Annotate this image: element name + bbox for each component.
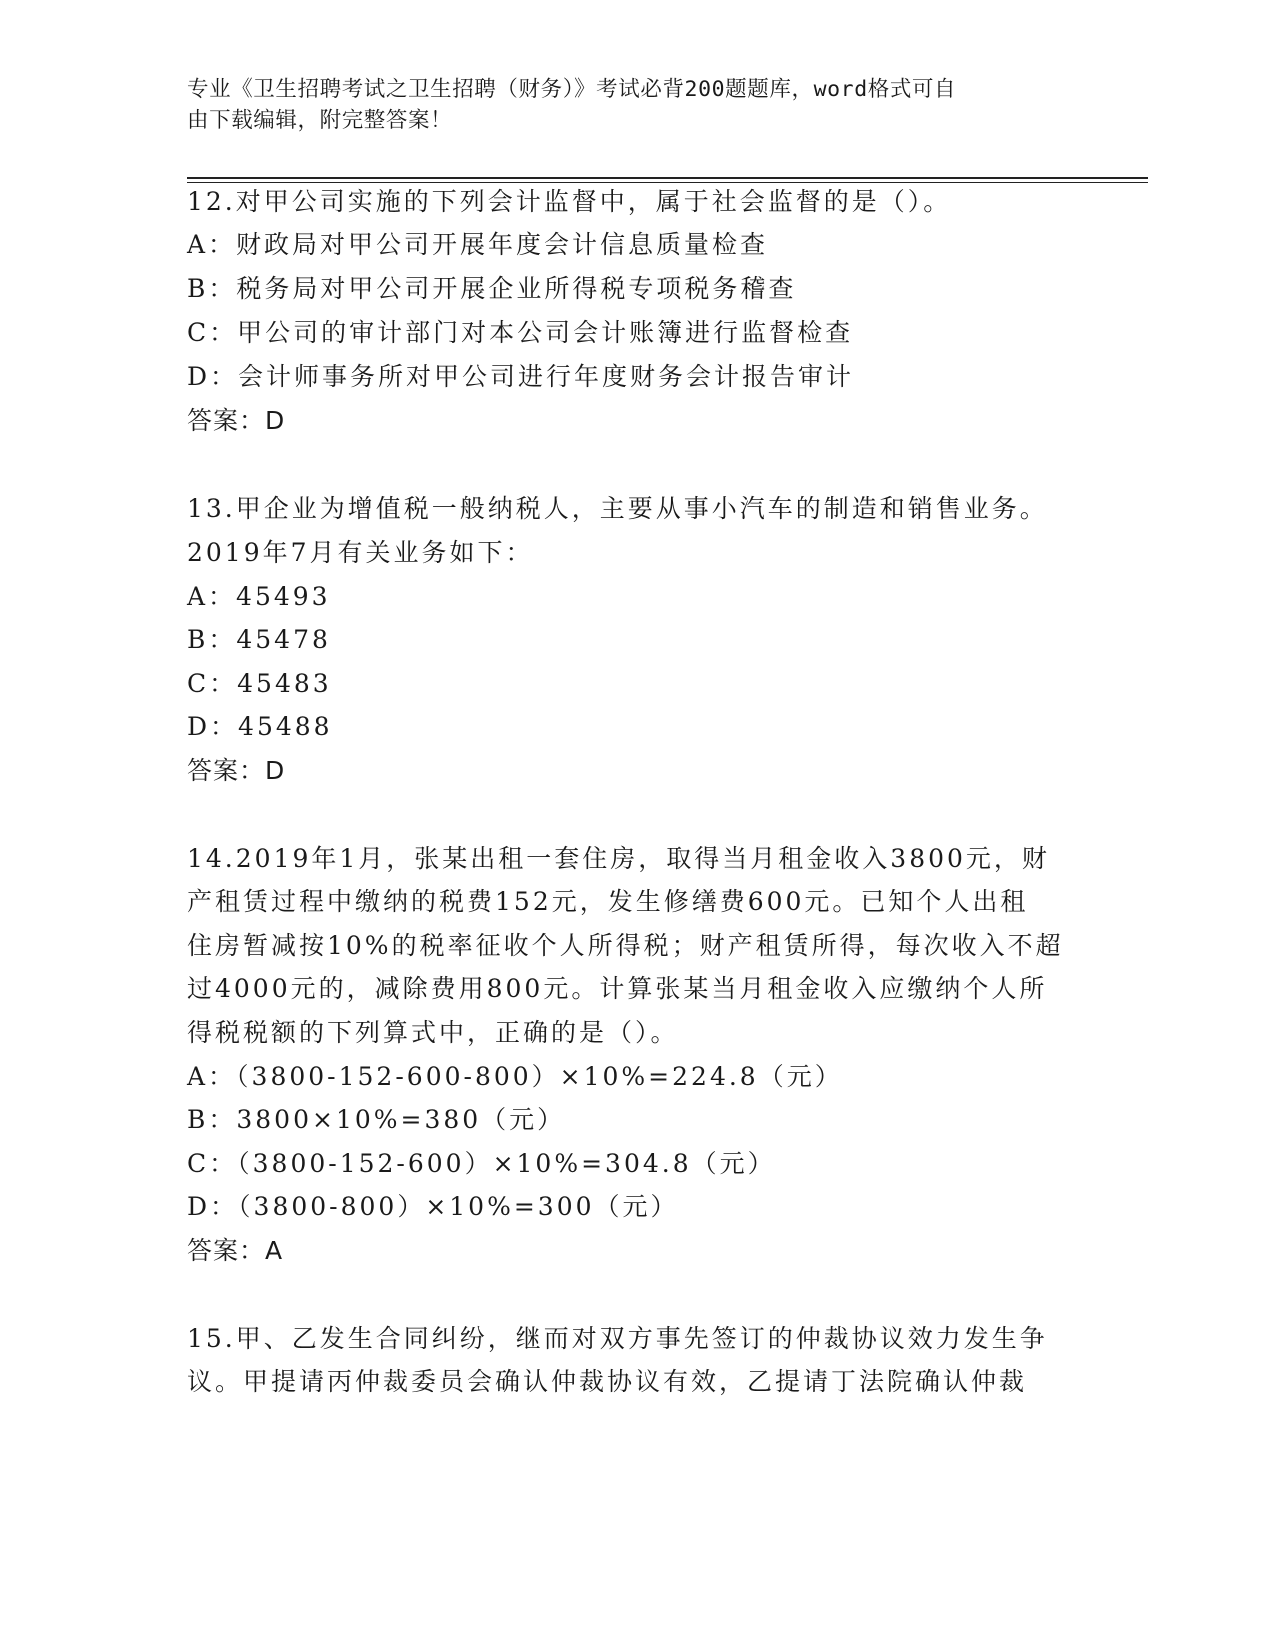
question-13-option-c: C：45483 (187, 669, 332, 698)
question-12-answer: 答案：D (187, 406, 286, 435)
question-13-option-d: D：45488 (187, 712, 333, 741)
question-12-option-a: A：财政局对甲公司开展年度会计信息质量检查 (187, 230, 769, 259)
question-14-stem-line-1: 14.2019年1月，张某出租一套住房，取得当月租金收入3800元，财 (187, 844, 1050, 873)
question-14-option-c: C：（3800-152-600）×10%=304.8（元） (187, 1149, 776, 1178)
question-13-stem-line-2: 2019年7月有关业务如下： (187, 538, 534, 567)
question-12-option-b: B：税务局对甲公司开展企业所得税专项税务稽查 (187, 274, 797, 303)
question-13-option-a: A：45493 (187, 582, 331, 611)
document-header (187, 74, 1067, 136)
question-13-stem-line-1: 13.甲企业为增值税一般纳税人，主要从事小汽车的制造和销售业务。 (187, 494, 1048, 523)
question-12-option-d: D：会计师事务所对甲公司进行年度财务会计报告审计 (187, 362, 855, 391)
question-13-option-b: B：45478 (187, 625, 331, 654)
question-14-option-b: B：3800×10%=380（元） (187, 1105, 566, 1134)
question-14-option-a: A：（3800-152-600-800）×10%=224.8（元） (187, 1062, 843, 1091)
question-15-stem-line-1: 15.甲、乙发生合同纠纷，继而对双方事先签订的仲裁协议效力发生争 (187, 1324, 1048, 1353)
header-line-1: 专业《卫生招聘考试之卫生招聘（财务）》考试必背200题题库，word格式可自 (187, 77, 957, 102)
question-13-answer: 答案：D (187, 756, 286, 785)
question-15-stem-line-2: 议。甲提请丙仲裁委员会确认仲裁协议有效，乙提请丁法院确认仲裁 (187, 1367, 1028, 1396)
question-14-stem-line-3: 住房暂减按10%的税率征收个人所得税；财产租赁所得，每次收入不超 (187, 931, 1064, 960)
question-14-answer: 答案：A (187, 1236, 284, 1265)
header-divider (187, 177, 1148, 179)
question-12-stem: 12.对甲公司实施的下列会计监督中，属于社会监督的是（）。 (187, 187, 952, 216)
question-14-stem-line-2: 产租赁过程中缴纳的税费152元，发生修缮费600元。已知个人出租 (187, 887, 1029, 916)
header-line-2: 由下载编辑，附完整答案！ (187, 108, 453, 133)
question-14-stem-line-5: 得税税额的下列算式中，正确的是（）。 (187, 1018, 679, 1047)
question-14-stem-line-4: 过4000元的，减除费用800元。计算张某当月租金收入应缴纳个人所 (187, 974, 1048, 1003)
question-14-option-d: D：（3800-800）×10%=300（元） (187, 1192, 679, 1221)
header-divider-thin (187, 182, 1148, 183)
question-12-option-c: C：甲公司的审计部门对本公司会计账簿进行监督检查 (187, 318, 854, 347)
